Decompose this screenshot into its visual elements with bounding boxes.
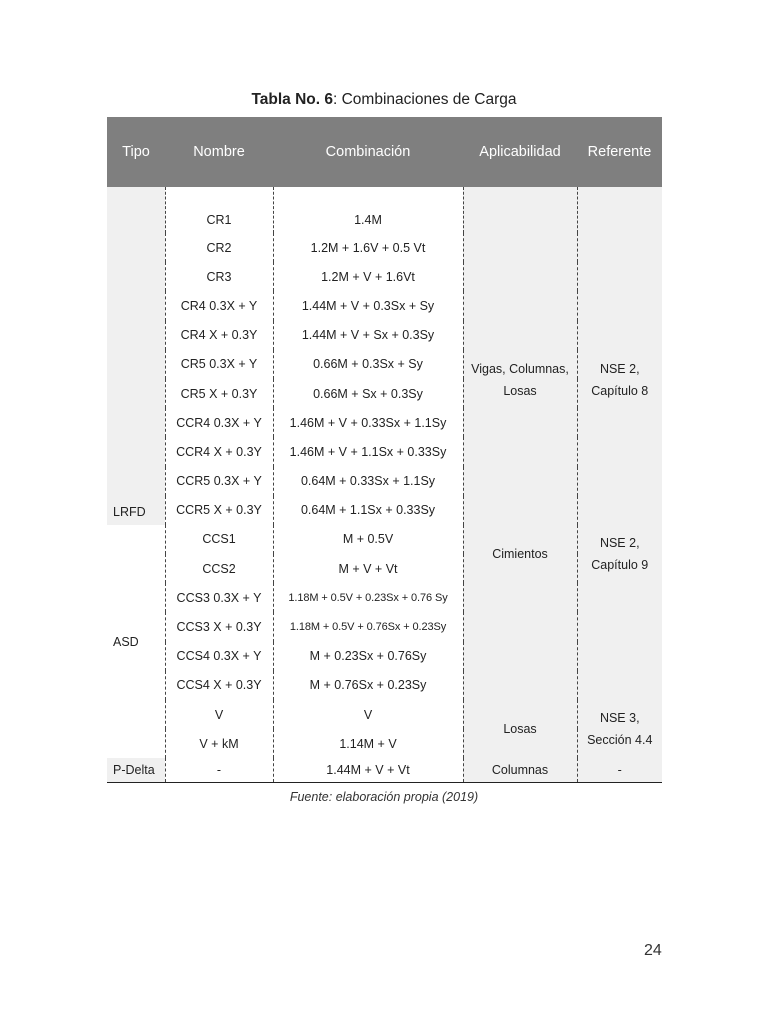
caption-text: : Combinaciones de Carga — [333, 91, 517, 108]
row-nombre: CCS3 0.3X + Y — [165, 583, 273, 612]
row-nombre: CCS3 X + 0.3Y — [165, 612, 273, 641]
row-combinacion: 1.18M + 0.5V + 0.76Sx + 0.23Sy — [273, 612, 463, 641]
row-combinacion: 1.44M + V + Vt — [273, 758, 463, 782]
row-nombre: CCR4 X + 0.3Y — [165, 437, 273, 466]
aplicabilidad-vigas-columnas-losas — [463, 187, 577, 408]
row-combinacion: 1.18M + 0.5V + 0.23Sx + 0.76 Sy — [273, 583, 463, 612]
row-nombre: CCS4 0.3X + Y — [165, 642, 273, 671]
header-tipo: Tipo — [122, 144, 150, 160]
referente-line: Sección 4.4 — [587, 733, 653, 748]
row-combinacion: 0.66M + 0.3Sx + Sy — [273, 350, 463, 379]
row-combinacion: M + V + Vt — [273, 554, 463, 583]
header-combinacion: Combinación — [325, 144, 411, 160]
aplicabilidad-line: Vigas, Columnas, — [471, 362, 569, 377]
group-pdelta: P-Delta — [107, 758, 165, 782]
row-nombre: - — [165, 758, 273, 782]
aplicabilidad-losas: Losas — [463, 700, 577, 758]
table-caption — [0, 91, 768, 109]
row-combinacion: 1.44M + V + 0.3Sx + Sy — [273, 291, 463, 320]
row-nombre: CR5 X + 0.3Y — [165, 379, 273, 408]
row-combinacion: 0.64M + 1.1Sx + 0.33Sy — [273, 496, 463, 525]
group-lrfd: LRFD — [107, 187, 165, 525]
referente-line: NSE 2, — [599, 362, 640, 377]
source-note: Fuente: elaboración propia (2019) — [289, 790, 479, 804]
row-nombre: V — [165, 700, 273, 729]
caption-label: Tabla No. 6 — [251, 91, 333, 108]
row-nombre: CR4 0.3X + Y — [165, 291, 273, 320]
row-combinacion: 1.46M + V + 1.1Sx + 0.33Sy — [273, 437, 463, 466]
row-nombre: CCS4 X + 0.3Y — [165, 671, 273, 700]
row-nombre: CCR4 0.3X + Y — [165, 408, 273, 437]
row-combinacion: V — [273, 700, 463, 729]
row-nombre: CR1 — [165, 187, 273, 233]
referente-nse3 — [577, 700, 662, 758]
row-combinacion: 1.2M + V + 1.6Vt — [273, 262, 463, 291]
row-nombre: CCS2 — [165, 554, 273, 583]
referente-nse2-cap9 — [577, 408, 662, 700]
table-header-row — [107, 117, 662, 187]
aplicabilidad-columnas: Columnas — [463, 758, 577, 782]
row-combinacion: 1.44M + V + Sx + 0.3Sy — [273, 321, 463, 350]
header-aplicabilidad: Aplicabilidad — [479, 144, 561, 160]
row-combinacion: M + 0.23Sx + 0.76Sy — [273, 642, 463, 671]
referente-line: Capítulo 9 — [591, 558, 649, 573]
row-nombre: CR4 X + 0.3Y — [165, 321, 273, 350]
row-nombre: CCS1 — [165, 525, 273, 554]
row-combinacion: 1.4M — [273, 187, 463, 233]
row-combinacion: 0.64M + 0.33Sx + 1.1Sy — [273, 467, 463, 496]
referente-line: NSE 2, — [599, 536, 640, 551]
row-nombre: CR2 — [165, 233, 273, 262]
referente-line: NSE 3, — [599, 711, 640, 726]
row-combinacion: 1.46M + V + 0.33Sx + 1.1Sy — [273, 408, 463, 437]
load-combinations-table — [107, 117, 662, 783]
header-referente: Referente — [587, 144, 652, 160]
table-row — [107, 700, 662, 729]
row-combinacion: 1.2M + 1.6V + 0.5 Vt — [273, 233, 463, 262]
row-combinacion: M + 0.5V — [273, 525, 463, 554]
referente-nse2-cap8 — [577, 187, 662, 408]
page-number: 24 — [644, 942, 662, 959]
table-row — [107, 187, 662, 233]
row-nombre: CR3 — [165, 262, 273, 291]
group-asd: ASD — [107, 525, 165, 759]
row-nombre: CCR5 X + 0.3Y — [165, 496, 273, 525]
row-nombre: CCR5 0.3X + Y — [165, 467, 273, 496]
table-row — [107, 758, 662, 782]
row-nombre: V + kM — [165, 729, 273, 758]
table-row — [107, 408, 662, 437]
header-nombre: Nombre — [193, 144, 245, 160]
aplicabilidad-line: Losas — [503, 384, 537, 399]
referente-pdelta: - — [577, 758, 662, 782]
row-combinacion: 1.14M + V — [273, 729, 463, 758]
row-combinacion: 0.66M + Sx + 0.3Sy — [273, 379, 463, 408]
referente-line: Capítulo 8 — [591, 384, 649, 399]
row-nombre: CR5 0.3X + Y — [165, 350, 273, 379]
row-combinacion: M + 0.76Sx + 0.23Sy — [273, 671, 463, 700]
aplicabilidad-cimientos: Cimientos — [463, 408, 577, 700]
